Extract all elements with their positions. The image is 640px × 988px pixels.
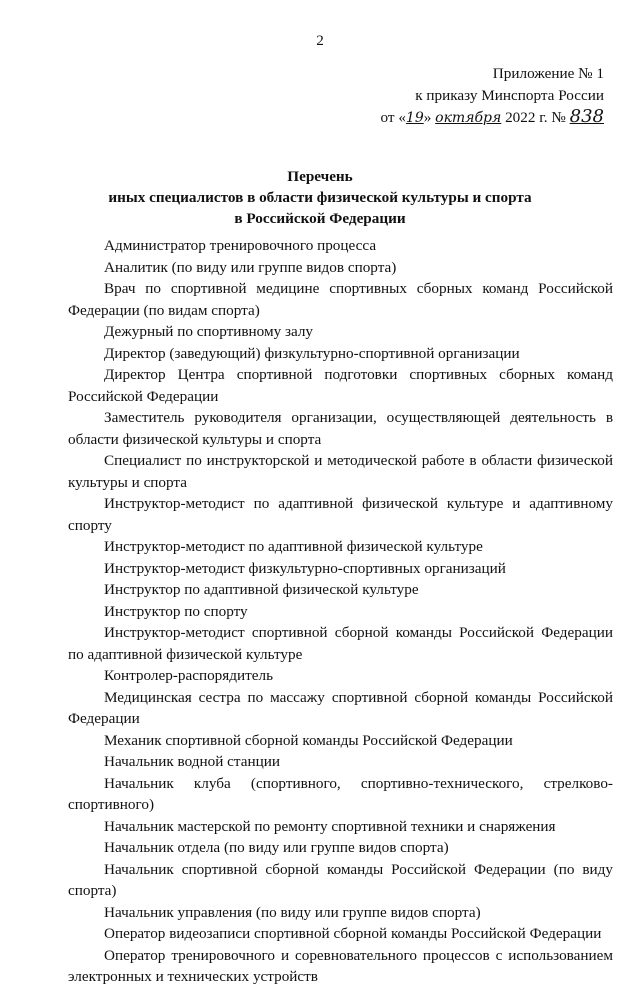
- list-item: Начальник водной станции: [104, 753, 280, 770]
- list-item: Инструктор-методист физкультурно-спортивных организаций: [104, 559, 506, 577]
- appendix-line1: Приложение № 1: [492, 65, 604, 82]
- specialist-list: [68, 235, 613, 988]
- list-item: Начальник управления (по виду или группе видов спорта): [104, 903, 481, 921]
- list-item: Контролер-распорядитель: [104, 667, 273, 684]
- list-item: Оператор видеозаписи спортивной сборной команды Российской Федерации: [104, 925, 602, 942]
- list-item: Механик спортивной сборной команды Российской Федерации: [104, 731, 513, 749]
- list-item: Начальник отдела (по виду или группе видов спорта): [104, 839, 449, 856]
- appendix-header: [381, 63, 605, 130]
- date-mid: »: [423, 109, 436, 126]
- list-item: Инструктор по спорту: [104, 602, 248, 620]
- list-item: Начальник мастерской по ремонту спортивной техники и снаряжения: [104, 817, 556, 835]
- appendix-line2: к приказу Минспорта России: [415, 86, 604, 104]
- page-number: 2: [316, 32, 324, 49]
- list-item: Оператор тренировочного и соревновательного процессов с использованием электронных и технических устройств: [68, 946, 613, 985]
- date-day: 19: [405, 110, 424, 126]
- list-item: Инструктор по адаптивной физической культуре: [104, 581, 419, 598]
- list-item: Директор (заведующий) физкультурно-спортивной организации: [104, 344, 520, 362]
- list-item: Инструктор-методист по адаптивной физической культуре и адаптивному спорту: [68, 495, 613, 534]
- document-title: [0, 166, 640, 229]
- list-item: Администратор тренировочного процесса: [104, 237, 377, 254]
- list-item: Медицинская сестра по массажу спортивной сборной команды Российской Федерации: [68, 688, 613, 727]
- appendix-date-line: [381, 106, 605, 130]
- list-item: Инструктор-методист по адаптивной физической культуре: [104, 538, 483, 555]
- date-year: 2022 г. №: [501, 109, 570, 126]
- order-number: 838: [569, 106, 604, 127]
- list-item: Начальник клуба (спортивного, спортивно-технического, стрелково-спортивного): [68, 774, 613, 813]
- title-line1: Перечень: [287, 168, 353, 185]
- title-line3: в Российской Федерации: [234, 210, 406, 227]
- list-item: Врач по спортивной медицине спортивных сборных команд Российской Федерации (по видам спорта): [68, 280, 613, 319]
- date-prefix: от «: [380, 109, 406, 126]
- list-item: Заместитель руководителя организации, осуществляющей деятельность в области физической культуры и спорта: [68, 409, 613, 448]
- list-item: Аналитик (по виду или группе видов спорта): [104, 258, 397, 276]
- list-item: Специалист по инструкторской и методической работе в области физической культуры и спорта: [68, 452, 613, 491]
- list-item: Начальник спортивной сборной команды Российской Федерации (по виду спорта): [68, 860, 613, 899]
- date-month: октября: [435, 110, 502, 126]
- list-item: Инструктор-методист спортивной сборной команды Российской Федерации по адаптивной физической культуре: [68, 624, 613, 663]
- list-item: Директор Центра спортивной подготовки спортивных сборных команд Российской Федерации: [68, 366, 613, 405]
- title-line2: иных специалистов в области физической культуры и спорта: [108, 189, 532, 206]
- list-item: Дежурный по спортивному залу: [104, 323, 314, 340]
